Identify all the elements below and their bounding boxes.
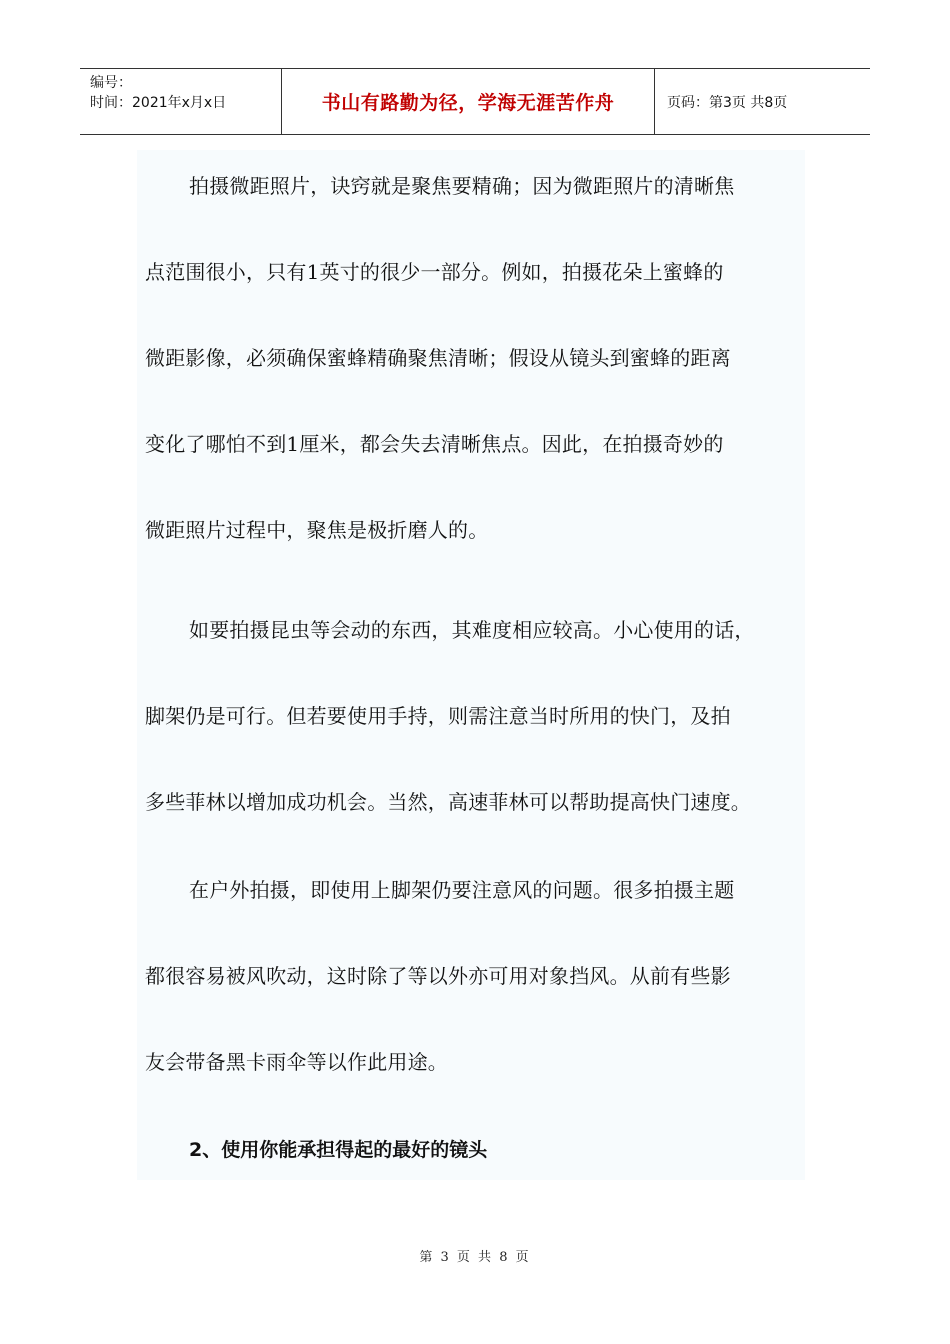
number-label: 编号： [90, 75, 132, 91]
paragraph-1 [145, 143, 815, 573]
paragraph-3 [145, 847, 815, 1105]
paragraph-line: 脚架仍是可行。但若要使用手持，则需注意当时所用的快门，及拍 [145, 704, 731, 728]
section-heading: 2、使用你能承担得起的最好的镜头 [189, 1139, 488, 1161]
paragraph-line: 友会带备黑卡雨伞等以作此用途。 [145, 1050, 448, 1074]
page-footer: 第 3 页 共 8 页 [419, 1250, 531, 1265]
paragraph-line: 点范围很小，只有1英寸的很少一部分。例如，拍摄花朵上蜜蜂的 [145, 260, 724, 284]
paragraph-line: 都很容易被风吹动，这时除了等以外亦可用对象挡风。从前有些影 [145, 964, 731, 988]
paragraph-line: 在户外拍摄，即使用上脚架仍要注意风的问题。很多拍摄主题 [189, 878, 735, 902]
header-motto: 书山有路勤为径，学海无涯苦作舟 [282, 69, 655, 134]
header-meta [80, 69, 282, 134]
paragraph-line: 变化了哪怕不到1厘米，都会失去清晰焦点。因此，在拍摄奇妙的 [145, 432, 724, 456]
header-page-info: 页码：第3页 共8页 [667, 94, 788, 111]
paragraph-line: 拍摄微距照片，诀窍就是聚焦要精确；因为微距照片的清晰焦 [189, 174, 735, 198]
paragraph-line: 微距影像，必须确保蜜蜂精确聚焦清晰；假设从镜头到蜜蜂的距离 [145, 346, 731, 370]
date-label: 时间：2021年x月x日 [90, 95, 227, 111]
paragraph-2 [145, 587, 815, 845]
paragraph-line: 微距照片过程中，聚焦是极折磨人的。 [145, 518, 489, 542]
paragraph-line: 多些菲林以增加成功机会。当然，高速菲林可以帮助提高快门速度。 [145, 790, 751, 814]
paragraph-line: 如要拍摄昆虫等会动的东西，其难度相应较高。小心使用的话， [189, 618, 755, 642]
document-header [80, 68, 870, 135]
